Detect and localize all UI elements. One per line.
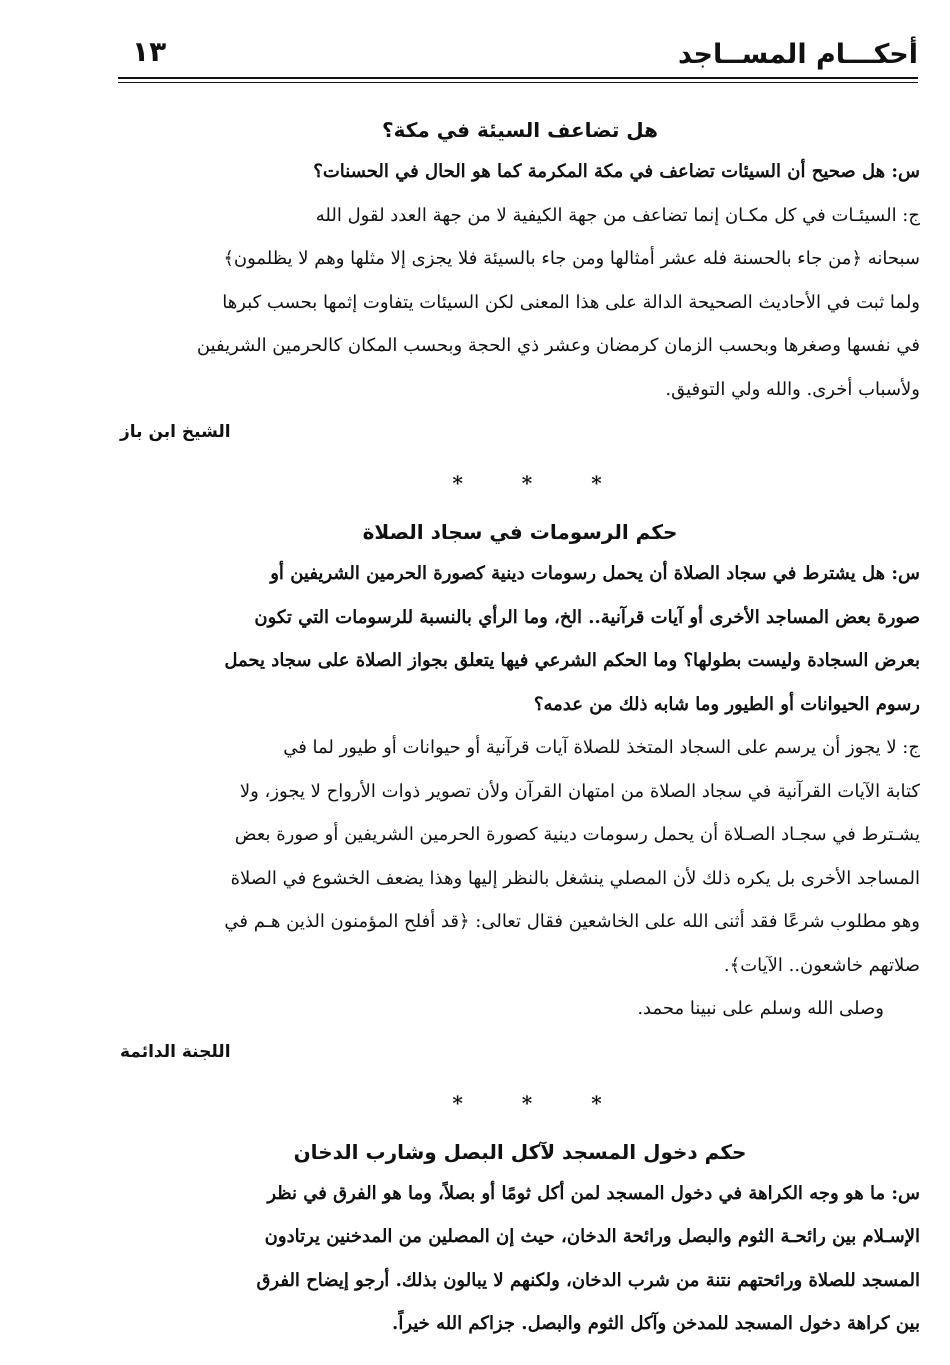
answer-line: كتابة الآيات القرآنية في سجاد الصلاة من امتهان القرآن ولأن تصوير ذوات الأرواح لا يجوز، ولا [239, 780, 920, 802]
answer-line: ج: السيئـات في كل مكـان إنما تضاعف من جهة الكيفية لا من جهة العدد لقول الله [315, 204, 920, 226]
question-line: بين كراهة دخول المسجد للمدخن وآكل الثوم والبصل. جزاكم الله خيراً. [392, 1313, 920, 1334]
answer-line: ج: لا يجوز أن يرسم على السجاد المتخذ للصلاة آيات قرآنية أو حيوانات أو طيور لما في [283, 737, 920, 758]
section-title: هل تضاعف السيئة في مكة؟ [381, 118, 659, 142]
question-line: الإسـلام بين رائحـة الثوم والبصل ورائحة الدخان، حيث إن المصلين من المدخنين يرتادون [264, 1226, 920, 1247]
answer-line: وهو مطلوب شرعًا فقد أثنى الله على الخاشعين فقال تعالى: ﴿قد أفلح المؤمنون الذين هـم في [224, 911, 920, 932]
answer-line: ولأسباب أخرى. والله ولي التوفيق. [665, 378, 920, 400]
question-line: المسجد للصلاة ورائحتهم نتنة من شرب الدخان، ولكنهم لا يبالون بذلك. أرجو إيضاح الفرق [256, 1269, 920, 1291]
question-line: س: ما هو وجه الكراهة في دخول المسجد لمن أكل ثومًا أو بصلاً، وما هو الفرق في نظر [267, 1182, 920, 1204]
section-separator: * * * [452, 1090, 628, 1115]
answer-line: في نفسها وصغرها وبحسب الزمان كرمضان وعشر ذي الحجة وبحسب المكان كالحرمين الشريفين [196, 335, 920, 356]
question-line: صورة بعض المساجد الأخرى أو آيات قرآنية.. الخ، وما الرأي بالنسبة للرسومات التي تكون [254, 606, 920, 628]
answer-line: سبحانه ﴿من جاء بالحسنة فله عشر أمثالها ومن جاء بالسيئة فلا يجزى إلا مثلها وهم لا يظلمون﴾ [223, 248, 920, 269]
question-line: رسوم الحيوانات أو الطيور وما شابه ذلك من عدمه؟ [533, 693, 920, 715]
question-text: س: هل صحيح أن السيئات تضاعف في مكة المكرمة كما هو الحال في الحسنات؟ [313, 161, 920, 182]
running-title: أحكـــام المســاجد [677, 39, 918, 70]
question-line: بعرض السجادة وليست بطولها؟ وما الحكم الشرعي فيها يتعلق بجواز الصلاة على سجاد يحمل [224, 650, 920, 671]
answer-line: المساجد الأخرى بل يكره ذلك لأن المصلي ينشغل بالنظر إليها وهذا يضعف الخشوع في الصلاة [230, 867, 920, 889]
page-number: ١٣ [132, 35, 167, 68]
answer-line: صلاتهم خاشعون.. الآيات﴾. [723, 954, 920, 976]
question-line: س: هل يشترط في سجاد الصلاة أن يحمل رسومات دينية كصورة الحرمين الشريفين أو [270, 563, 920, 584]
section-title: حكم دخول المسجد لآكل البصل وشارب الدخان [293, 1139, 747, 1164]
section-title: حكم الرسومات في سجاد الصلاة [362, 520, 678, 544]
answer-line: ولما ثبت في الأحاديث الصحيحة الدالة على هذا المعنى لكن السيئات يتفاوت إثمها بحسب كبرها [222, 291, 920, 313]
page-header [118, 35, 918, 79]
closing-line: وصلى الله وسلم على نبينا محمد. [637, 998, 884, 1019]
section-separator: * * * [452, 471, 628, 495]
signature: الشيخ ابن باز [120, 422, 231, 442]
signature: اللجنة الدائمة [120, 1041, 231, 1062]
page-content [120, 110, 920, 1346]
answer-line: يشـترط في سجـاد الصـلاة أن يحمل رسومات دينية كصورة الحرمين الشريفين أو صورة بعض [234, 824, 920, 845]
